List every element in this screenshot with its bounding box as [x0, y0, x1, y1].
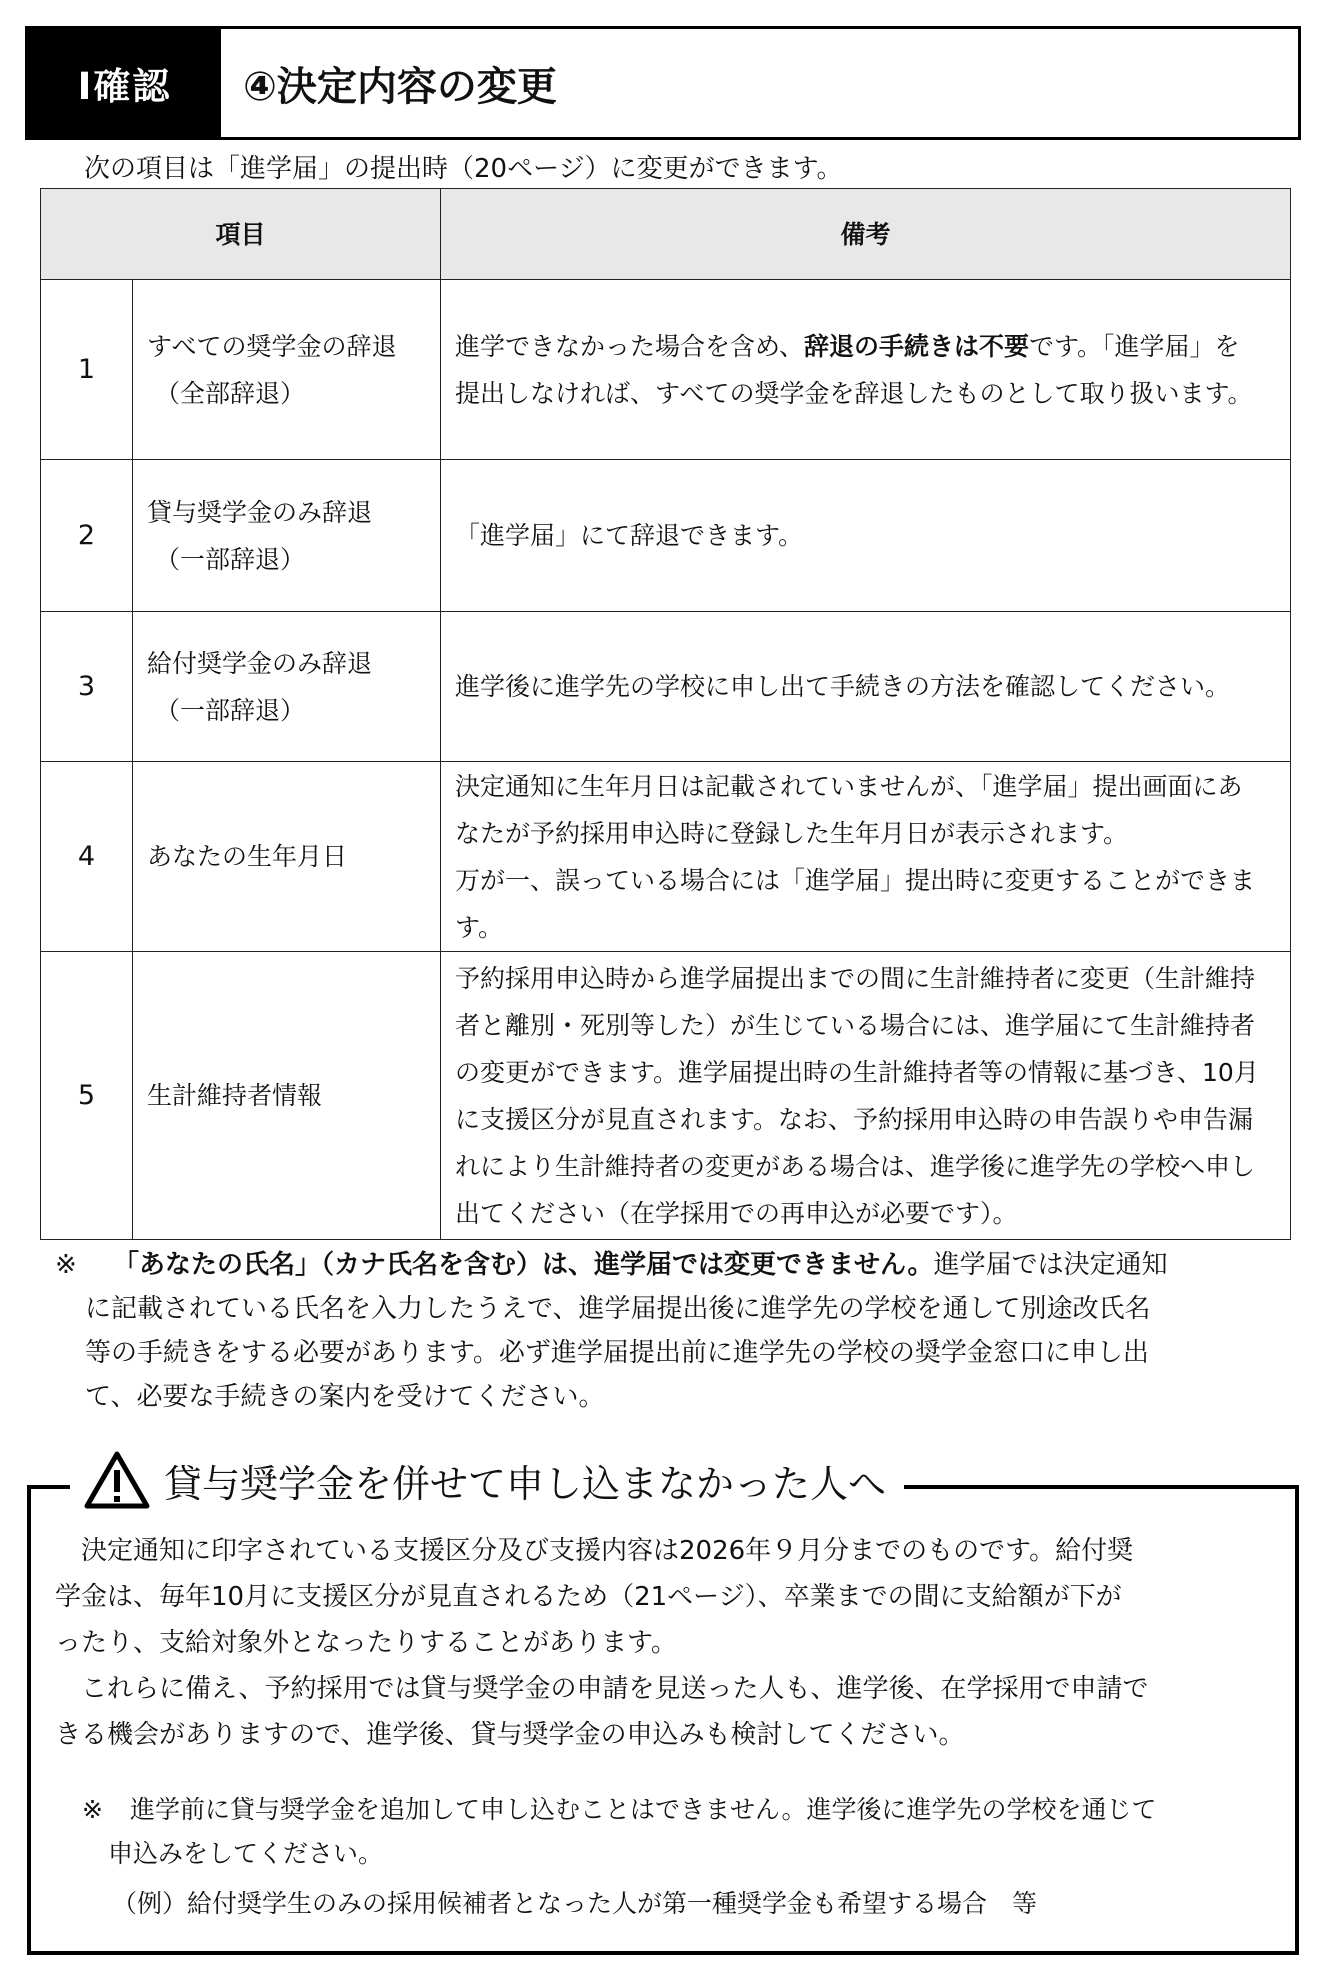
- row-item-line: 貸与奨学金のみ辞退: [147, 497, 373, 527]
- section-tag: Ⅰ確認: [28, 29, 221, 137]
- note-line: て、必要な手続きの案内を受けてください。: [85, 1382, 605, 1412]
- row-number: 3: [41, 612, 133, 762]
- note-first-line: [55, 1243, 1290, 1287]
- table-row: [41, 280, 1291, 460]
- warning-triangle-icon: [84, 1451, 150, 1509]
- row-note-line: す。: [455, 912, 504, 942]
- row-item: [133, 280, 441, 460]
- table-row: [41, 762, 1291, 952]
- row-number: 4: [41, 762, 133, 952]
- note-line: 等の手続きをする必要があります。必ず進学届提出前に進学先の学校の奨学金窓口に申し出: [85, 1338, 1149, 1368]
- row-note-line: の変更ができます。進学届提出時の生計維持者等の情報に基づき、10月: [455, 1057, 1259, 1087]
- note-line: に記載されている氏名を入力したうえで、進学届提出後に進学先の学校を通して別途改氏名: [85, 1294, 1151, 1324]
- row-note-line: 予約採用申込時から進学届提出までの間に生計維持者に変更（生計維持: [455, 963, 1256, 993]
- row-note-line: 万が一、誤っている場合には「進学届」提出時に変更することができま: [455, 865, 1256, 895]
- row-note-line: 出てください（在学採用での再申込が必要です）。: [455, 1198, 1018, 1228]
- warning-box-title: 貸与奨学金を併せて申し込まなかった人へ: [164, 1461, 887, 1506]
- row-number: 2: [41, 460, 133, 612]
- warning-box-heading: [70, 1440, 904, 1520]
- row-item: [133, 612, 441, 762]
- row-note: 「進学届」にて辞退できます。: [441, 460, 1291, 612]
- table-header-row: [41, 189, 1291, 280]
- row-note-line: なたが予約採用申込時に登録した生年月日が表示されます。: [455, 818, 1129, 848]
- row-number: 1: [41, 280, 133, 460]
- asterisk-mark: ※: [82, 1795, 103, 1824]
- note-text: 進学前に貸与奨学金を追加して申し込むことはできません。進学後に進学先の学校を通じて: [130, 1795, 1157, 1824]
- row-item-line: 給付奨学金のみ辞退: [147, 648, 373, 678]
- table-row: [41, 612, 1291, 762]
- paragraph-line: これらに備え、予約採用では貸与奨学金の申請を見送った人も、進学後、在学採用で申請で: [55, 1674, 1149, 1704]
- row-note: [441, 952, 1291, 1240]
- name-change-note: [55, 1243, 1290, 1419]
- note-text: 進学届では決定通知: [933, 1250, 1168, 1280]
- intro-text: 次の項目は「進学届」の提出時（20ページ）に変更ができます。: [84, 154, 843, 184]
- column-header-note: 備考: [441, 189, 1291, 280]
- paragraph-line: きる機会がありますので、進学後、貸与奨学金の申込みも検討してください。: [55, 1720, 965, 1750]
- table-row: [41, 460, 1291, 612]
- row-note-line: 者と離別・死別等した）が生じている場合には、進学届にて生計維持者: [455, 1010, 1256, 1040]
- row-note-line: [455, 323, 1280, 370]
- note-emphasis: 「あなたの氏名」（カナ氏名を含む）は、進学届では変更できません。: [113, 1250, 934, 1280]
- row-item-line: すべての奨学金の辞退: [147, 331, 397, 361]
- paragraph-line: 決定通知に印字されている支援区分及び支援内容は2026年９月分までのものです。給付奨: [55, 1536, 1134, 1566]
- row-note: [441, 280, 1291, 460]
- asterisk-mark: ※: [55, 1250, 77, 1280]
- row-note: 進学後に進学先の学校に申し出て手続きの方法を確認してください。: [441, 612, 1291, 762]
- note-emphasis: 辞退の手続きは不要: [804, 331, 1030, 361]
- row-number: 5: [41, 952, 133, 1240]
- column-header-item: 項目: [41, 189, 441, 280]
- box-note-first-line: [82, 1788, 1272, 1832]
- table-row: [41, 952, 1291, 1240]
- row-note-line: に支援区分が見直されます。なお、予約採用申込時の申告誤りや申告漏: [455, 1104, 1254, 1134]
- row-note-line: 提出しなければ、すべての奨学金を辞退したものとして取り扱います。: [455, 378, 1253, 408]
- changes-table: [40, 188, 1291, 1240]
- section-header: [25, 26, 1301, 140]
- paragraph-line: ったり、支給対象外となったりすることがあります。: [55, 1628, 677, 1658]
- example-line: （例）給付奨学生のみの採用候補者となった人が第一種奨学金も希望する場合 等: [112, 1889, 1038, 1918]
- row-note: [441, 762, 1291, 952]
- row-item: [133, 460, 441, 612]
- row-item-line: （一部辞退）: [155, 544, 306, 574]
- row-item-line: （全部辞退）: [155, 378, 306, 408]
- note-text: です。「進学届」を: [1029, 331, 1240, 361]
- row-item-line: （一部辞退）: [155, 695, 306, 725]
- row-note-line: れにより生計維持者の変更がある場合は、進学後に進学先の学校へ申し: [455, 1151, 1256, 1181]
- paragraph-line: 学金は、毎年10月に支援区分が見直されるため（21ページ）、卒業までの間に支給額が下が: [55, 1582, 1122, 1612]
- warning-box-note: [82, 1788, 1272, 1926]
- row-item: 生計維持者情報: [133, 952, 441, 1240]
- note-text: 進学できなかった場合を含め、: [455, 331, 805, 361]
- note-line: 申込みをしてください。: [108, 1839, 384, 1868]
- warning-box-body: [55, 1528, 1280, 1758]
- row-note-line: 決定通知に生年月日は記載されていませんが、「進学届」提出画面にあ: [455, 771, 1243, 801]
- row-item: あなたの生年月日: [133, 762, 441, 952]
- page-title: ④決定内容の変更: [243, 63, 557, 110]
